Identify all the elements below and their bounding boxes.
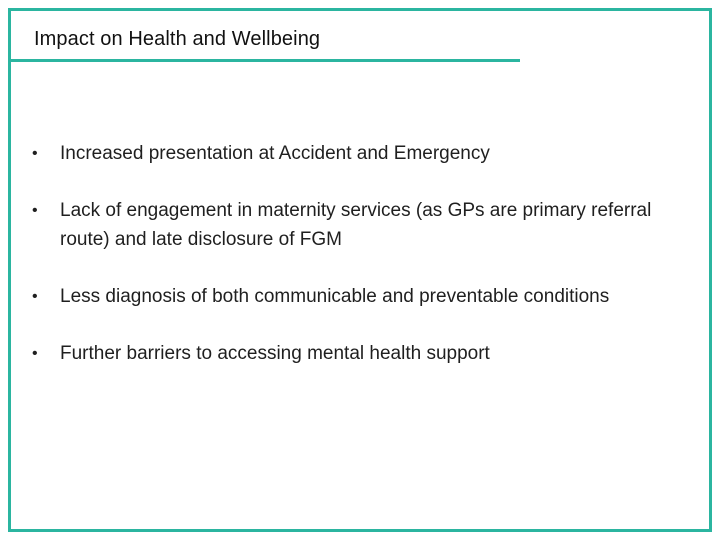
bullet-text: Further barriers to accessing mental health support: [60, 343, 490, 364]
bullet-icon: •: [32, 202, 38, 219]
bullet-text: Increased presentation at Accident and Emergency: [60, 143, 490, 164]
bullet-item: [32, 196, 682, 254]
bullet-icon: •: [32, 288, 38, 305]
bullet-text: Less diagnosis of both communicable and preventable conditions: [60, 286, 610, 307]
bullet-icon: •: [32, 145, 38, 162]
bullet-text: Lack of engagement in maternity services (as GPs are primary referral route) and late disclosure of FGM: [60, 200, 652, 250]
bullet-item: [32, 282, 682, 311]
bullet-icon: •: [32, 345, 38, 362]
bullet-list: [32, 139, 682, 396]
slide-title: Impact on Health and Wellbeing: [34, 28, 321, 50]
bullet-item: [32, 339, 682, 368]
title-underline: [10, 59, 520, 62]
bullet-item: [32, 139, 682, 168]
